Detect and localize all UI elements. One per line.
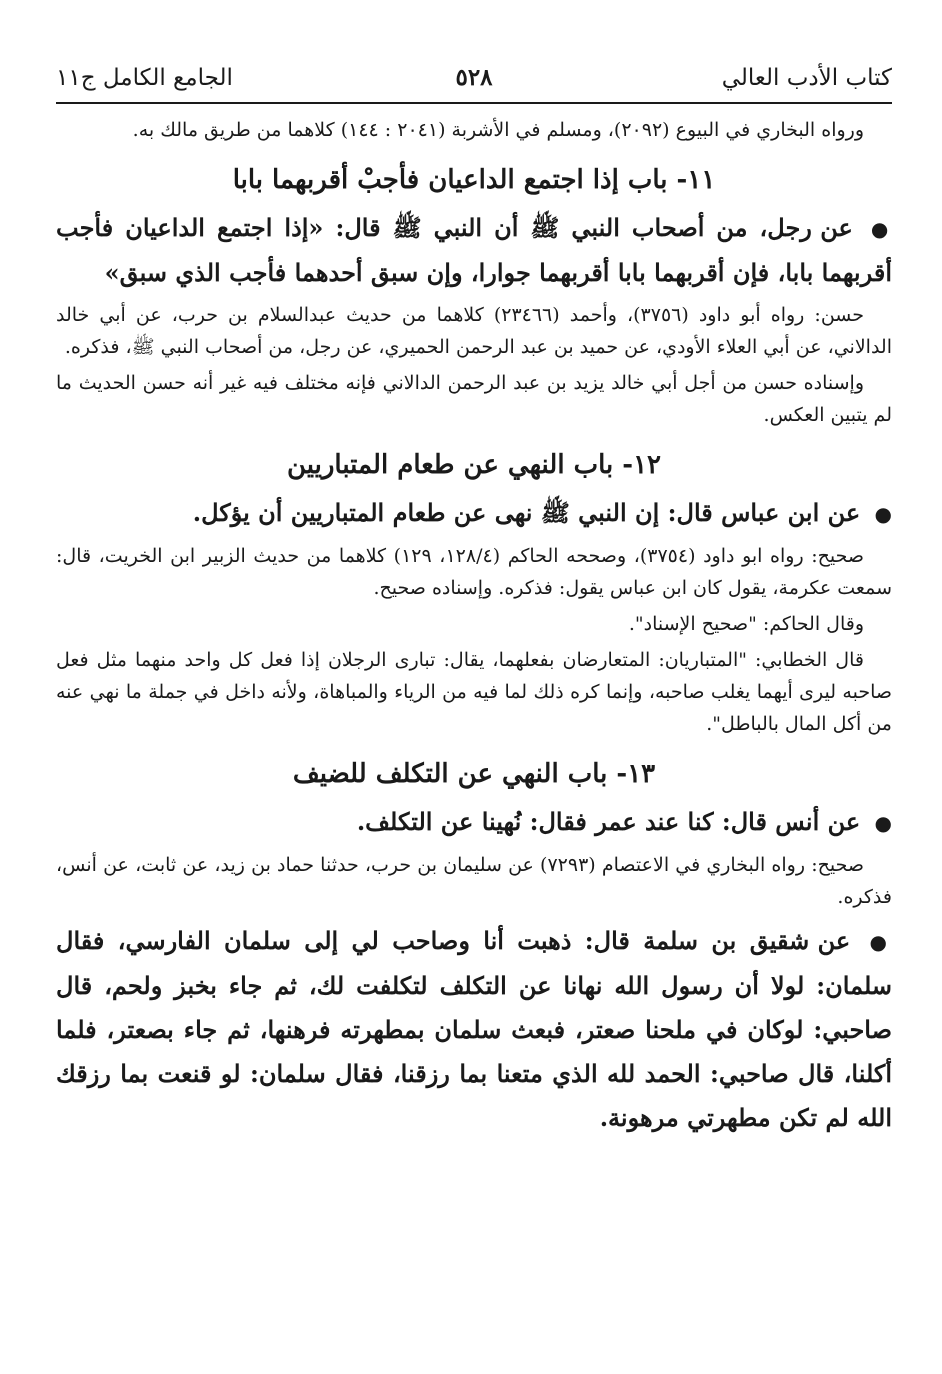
hadith-body: عن ابن عباس قال: إن النبي ﷺ نهى عن طعام المتباريين أن يؤكل. (192, 498, 861, 527)
book-page (56, 56, 892, 1140)
hadith-text (56, 491, 892, 536)
book-title: كتاب الأدب العالي (721, 65, 892, 91)
bullet-icon: ● (870, 217, 892, 241)
hadith-text (56, 919, 892, 1140)
bullet-icon: ● (874, 811, 892, 835)
bullet-icon: ● (874, 502, 892, 526)
hadith-body: عن أنس قال: كنا عند عمر فقال: نُهينا عن التكلف. (356, 807, 861, 836)
chapter-heading: ١١- باب إذا اجتمع الداعيان فأجبْ أقربهما بابا (232, 165, 716, 195)
hadith-body: عن رجل، من أصحاب النبي ﷺ أن النبي ﷺ قال: «إذا اجتمع الداعيان فأجب أقربهما بابا، فإن أقربهما بابا أقربهما جوارا، وإن سبق أحدهما فأجب الذي سبق» (56, 213, 892, 287)
hadith-text (56, 206, 892, 295)
takhrij-note: صحيح: رواه ابو داود (٣٧٥٤)، وصححه الحاكم (١٢٨/٤، ١٢٩) كلاهما من حديث الزبير ابن الخريت، قال: سمعت عكرمة، يقول كان ابن عباس يقول: فذكره. وإسناده صحيح. (56, 545, 892, 599)
hakim-note: وقال الحاكم: "صحيح الإسناد". (628, 613, 864, 635)
bullet-icon: ● (869, 930, 893, 954)
hadith-text (56, 800, 892, 845)
series-title: الجامع الكامل ج١١ (56, 65, 233, 91)
khattabi-note: قال الخطابي: "المتباريان: المتعارضان بفعلهما، يقال: تبارى الرجلان إذا فعل كل واحد منهما مثل فعل صاحبه ليرى أيهما يغلب صاحبه، وإنما كره ذلك لما فيه من الرياء والمباهاة، ولأنه داخل في جملة ما نهي عنه من أكل المال بالباطل". (56, 649, 892, 735)
page-number: ٥٢٨ (455, 64, 493, 91)
hadith-body: عن شقيق بن سلمة قال: ذهبت أنا وصاحب لي إلى سلمان الفارسي، فقال سلمان: لولا أن رسول الله نهانا عن التكلف لتكلفت لك، ثم جاء بخبز ولحم، قال صاحبي: لوكان في ملحنا صعتر، فبعث سلمان بمطهرته فرهنها، ثم جاء بصعتر، فلما أكلنا، قال صاحبي: الحمد لله الذي متعنا بما رزقنا، فقال سلمان: لو قنعت بما رزقك الله لم تكن مطهرتي مرهونة. (56, 926, 892, 1132)
grading-note: وإسناده حسن من أجل أبي خالد يزيد بن عبد الرحمن الدالاني فإنه مختلف فيه غير أنه حسن الحديث ما لم يتبين العكس. (56, 372, 892, 426)
takhrij-note: حسن: رواه أبو داود (٣٧٥٦)، وأحمد (٢٣٤٦٦) كلاهما من حديث عبدالسلام بن حرب، عن أبي خالد الدالاني، عن أبي العلاء الأودي، عن حميد بن عبد الرحمن الحميري، عن رجل، من أصحاب النبي ﷺ، فذكره. (56, 304, 892, 358)
chapter-heading: ١٣- باب النهي عن التكلف للضيف (292, 759, 656, 789)
takhrij-note: صحيح: رواه البخاري في الاعتصام (٧٢٩٣) عن سليمان بن حرب، حدثنا حماد بن زيد، عن ثابت، عن أنس، فذكره. (56, 854, 892, 908)
chapter-heading: ١٢- باب النهي عن طعام المتباريين (286, 450, 662, 480)
takhrij-note: ورواه البخاري في البيوع (٢٠٩٢)، ومسلم في الأشربة (٢٠٤١ : ١٤٤) كلاهما من طريق مالك به. (132, 119, 864, 141)
running-header (56, 56, 892, 104)
